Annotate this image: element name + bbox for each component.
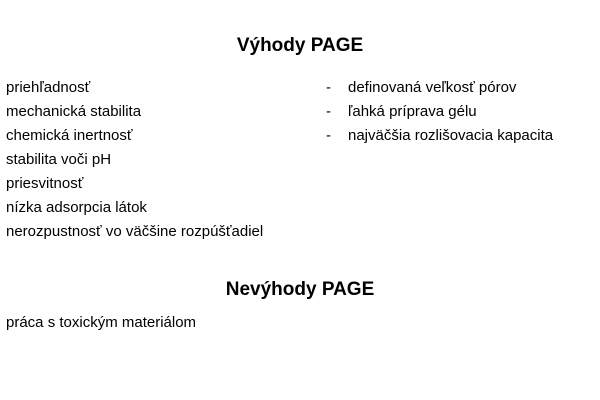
list-item: chemická inertnosť	[6, 127, 133, 144]
list-item: nízka adsorpcia látok	[6, 199, 147, 216]
disadvantages-heading: Nevýhody PAGE	[225, 279, 375, 300]
list-item: stabilita voči pH	[6, 151, 112, 168]
advantages-list-right	[326, 76, 553, 148]
dash-bullet: -	[326, 103, 331, 120]
list-item: priesvitnosť	[6, 175, 84, 192]
dash-bullet: -	[326, 79, 331, 96]
list-item	[326, 100, 553, 124]
list-item: práca s toxickým materiálom	[6, 314, 197, 331]
list-item-text: definovaná veľkosť pórov	[348, 79, 517, 96]
list-item-text: ľahká príprava gélu	[348, 103, 477, 120]
advantages-heading: Výhody PAGE	[236, 35, 364, 56]
list-item: nerozpustnosť vo väčšine rozpúšťadiel	[6, 223, 264, 240]
list-item: priehľadnosť	[6, 79, 91, 96]
disadvantages-list	[6, 311, 196, 335]
list-item	[326, 76, 553, 100]
advantages-list-left	[6, 76, 263, 244]
list-item: mechanická stabilita	[6, 103, 142, 120]
dash-bullet: -	[326, 127, 331, 144]
list-item	[326, 124, 553, 148]
list-item-text: najväčšia rozlišovacia kapacita	[348, 127, 554, 144]
